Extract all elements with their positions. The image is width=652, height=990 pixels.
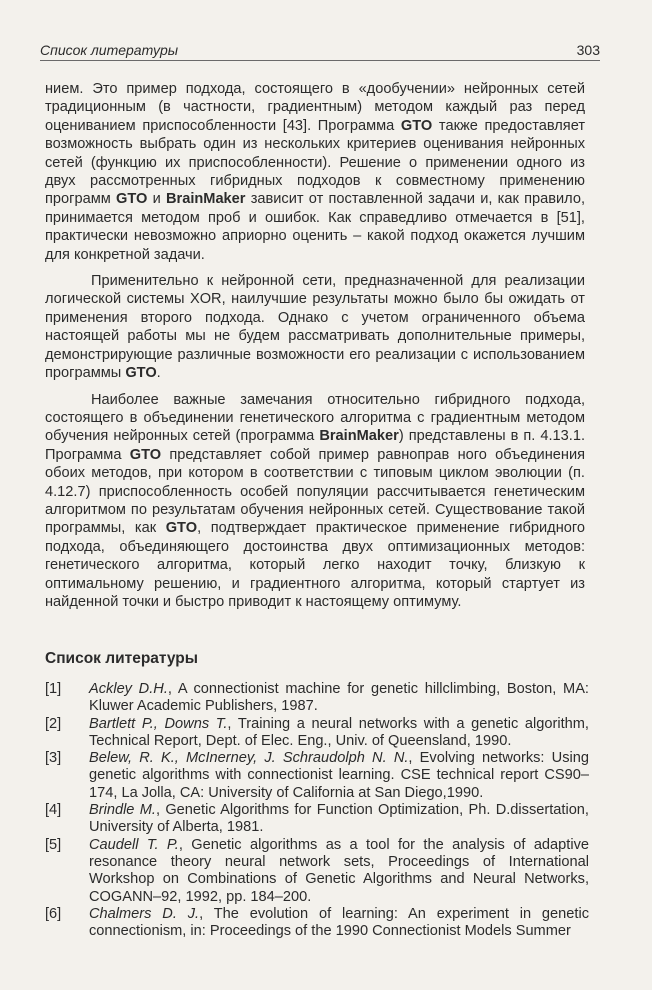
para3-text-4: , подтверждает практическое применение гибридного подхода, объединяющего достоинства двух оптимизационных методов: генетического алгоритма, который легко находит точку, близкую к оптимальному решению, и градиентного алгоритма, который стартует из найденной точки и быстро приводит к настоящему оптимуму. bbox=[45, 520, 585, 610]
para2-gto: GTO bbox=[125, 365, 157, 382]
para1-text-4: зависит от поставленной задачи и, как правило, принимается методом проб и ошибок. Как справедливо отмечается в [51], практически невозможно априорно оценить – какой подход окажется лучшим для конкретной задачи. bbox=[45, 191, 586, 263]
references-list bbox=[45, 681, 589, 940]
reference-authors: Bartlett P., Downs T. bbox=[89, 715, 228, 732]
reference-number: [2] bbox=[45, 715, 62, 732]
reference-authors: Brindle M. bbox=[89, 802, 156, 819]
para1-text-1: нием. Это пример подхода, состоящего в «дообучении» нейронных сетей традиционным (в частности, градиентным) методом каждый раз перед оцениванием приспособленности [43]. Программа bbox=[45, 81, 585, 134]
paragraph-3 bbox=[45, 391, 585, 612]
reference-authors: Chalmers D. J. bbox=[89, 905, 200, 922]
reference-number: [1] bbox=[45, 681, 62, 697]
reference-authors: Caudell T. P. bbox=[89, 836, 179, 853]
para1-brainmaker: BrainMaker bbox=[165, 191, 246, 208]
para2-text-2: . bbox=[156, 365, 161, 382]
reference-item bbox=[45, 681, 589, 716]
reference-item bbox=[45, 750, 589, 802]
reference-text bbox=[89, 837, 589, 906]
page-number: 303 bbox=[576, 42, 600, 58]
reference-item bbox=[45, 906, 589, 941]
reference-details: , A connectionist machine for genetic hillclimbing, Boston, MA: Kluwer Academic Publishers, 1987. bbox=[89, 681, 589, 715]
para2-text-1: Применительно к нейронной сети, предназначенной для реализации логической системы XOR, наилучшие результаты можно было бы ожидать от применения второго подхода. Однако с учетом ограниченного объема настоящей работы мы не будем рассматривать дополнительные примеры, демонстрирующие различные возможности его реализации с использованием программы bbox=[45, 273, 585, 382]
reference-text bbox=[89, 906, 589, 941]
reference-details: , Training a neural networks with a genetic algorithm, Technical Report, Dept. of Elec. Eng., Univ. of Queensland, 1990. bbox=[89, 715, 589, 749]
para3-brainmaker: BrainMaker bbox=[319, 428, 399, 445]
paragraph-1 bbox=[45, 80, 585, 264]
para1-text-3: и bbox=[147, 191, 166, 208]
para1-gto-1: GTO bbox=[400, 117, 433, 134]
reference-text bbox=[89, 750, 589, 802]
para3-text-2: ) представлены в п. 4.13.1. Программа bbox=[45, 428, 586, 463]
running-title: Список литературы bbox=[40, 42, 179, 58]
para1-text-2: также предоставляет возможность выбрать один из нескольких критериев оценивания нейронных сетей (функцию их приспособленности). Решение о применении одного из двух рассмотренных гибридных подходов к совместному применению программ bbox=[45, 117, 586, 208]
reference-item bbox=[45, 837, 589, 906]
reference-number: [6] bbox=[45, 905, 62, 922]
para3-gto-2: GTO bbox=[165, 520, 198, 537]
references-heading: Список литературы bbox=[45, 650, 199, 667]
para3-text-3: представляет собой пример равноправ ного объединения обоих методов, при котором в соответствии с типовым циклом эволюции (п. 4.12.7) приспособленность особей популяции рассчитывается генетическим алгоритмом по результатам обучения нейронных сетей. Существование такой программы, как bbox=[45, 446, 585, 537]
reference-details: , Genetic Algorithms for Function Optimization, Ph. D.dissertation, University of Alberta, 1981. bbox=[89, 802, 589, 836]
reference-number: [3] bbox=[45, 750, 62, 767]
reference-authors: Belew, R. K., McInerney, J. Schraudolph N. N. bbox=[89, 750, 409, 767]
paragraph-2 bbox=[45, 272, 585, 382]
reference-number: [4] bbox=[45, 802, 62, 819]
reference-details: , The evolution of learning: An experiment in genetic connectionism, in: Proceedings of the 1990 Connectionist Models Summer bbox=[89, 905, 589, 940]
reference-text bbox=[89, 802, 589, 837]
reference-details: , Evolving networks: Using genetic algorithms with connectionist learning. CSE technical report CS90–174, La Jolla, CA: University of California at San Diego,1990. bbox=[89, 750, 589, 801]
running-header bbox=[40, 40, 600, 61]
reference-authors: Ackley D.H. bbox=[89, 681, 168, 697]
reference-text bbox=[89, 681, 589, 716]
para3-gto-1: GTO bbox=[129, 446, 162, 463]
para3-text-1: Наиболее важные замечания относительно гибридного подхода, состоящего в объединении генетического алгоритма с градиентным методом обучения нейронных сетей (программа bbox=[45, 391, 585, 445]
reference-text bbox=[89, 716, 589, 751]
reference-details: , Genetic algorithms as a tool for the analysis of adaptive resonance theory neural network sets, Proceedings of International Workshop on Combinations of Genetic Algorithms and Neural Networks, COGANN–92, 1992, pp. 184–200. bbox=[89, 836, 589, 905]
reference-number: [5] bbox=[45, 836, 62, 853]
body-text bbox=[45, 80, 585, 619]
reference-item bbox=[45, 716, 589, 751]
para1-gto-2: GTO bbox=[116, 191, 148, 208]
reference-item bbox=[45, 802, 589, 837]
